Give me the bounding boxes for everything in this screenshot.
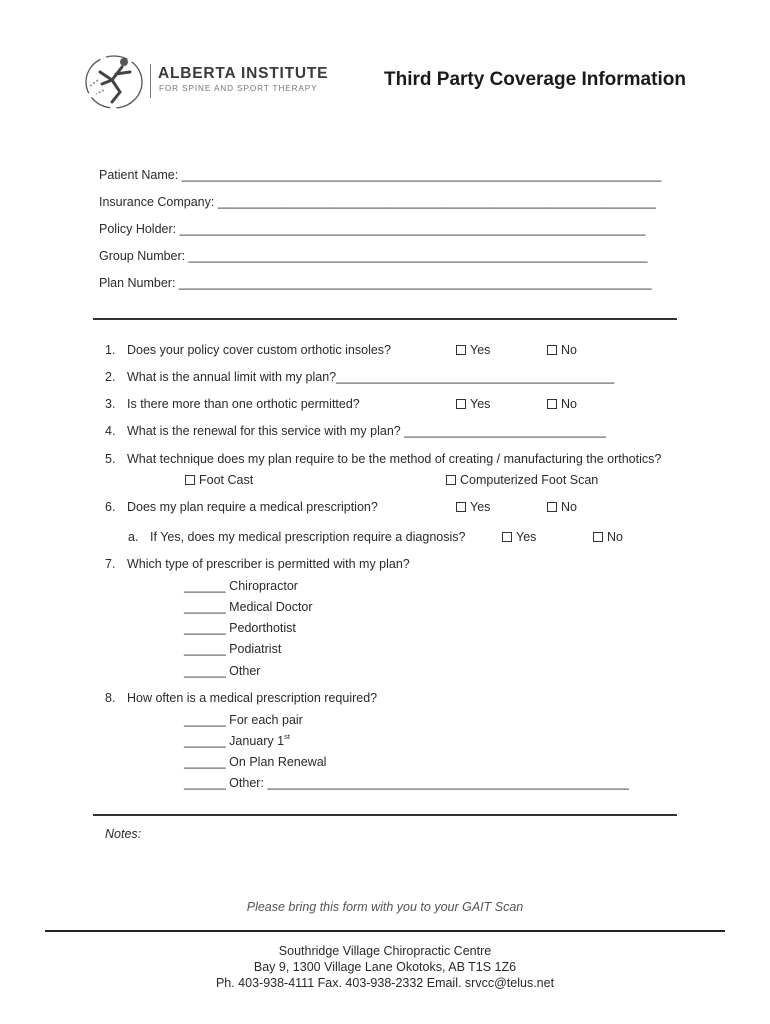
checkbox-icon	[593, 532, 603, 542]
field-label: Group Number:	[99, 249, 186, 263]
question-6-text: Does my plan require a medical prescription?	[127, 500, 378, 514]
field-line: ___________________________________________________________________	[179, 222, 646, 236]
q5-foot-cast-checkbox[interactable]	[185, 473, 253, 487]
yes-label: Yes	[516, 530, 537, 544]
footer-contact: Ph. 403-938-4111 Fax. 403-938-2332 Email. srvcc@telus.net	[215, 976, 555, 990]
question-8-text: How often is a medical prescription required?	[127, 691, 378, 705]
yes-label: Yes	[470, 500, 491, 514]
question-2-text[interactable]: What is the annual limit with my plan?________________________________________	[127, 370, 615, 384]
yes-label: Yes	[470, 343, 491, 357]
checkbox-icon	[185, 475, 195, 485]
q6-no-checkbox[interactable]	[547, 500, 577, 514]
no-label: No	[607, 530, 623, 544]
question-5-text: What technique does my plan require to be the method of creating / manufacturing the orthotics?	[127, 452, 662, 466]
no-label: No	[561, 500, 577, 514]
question-7-text: Which type of prescriber is permitted with my plan?	[127, 557, 410, 571]
no-label: No	[561, 343, 577, 357]
logo	[82, 50, 352, 112]
q3-yes-checkbox[interactable]	[456, 397, 490, 411]
frequency-option-plan-renewal[interactable]: ______ On Plan Renewal	[184, 755, 327, 769]
field-line: _______________________________________________________________	[217, 195, 656, 209]
q5-computerized-scan-checkbox[interactable]	[446, 473, 598, 487]
prescriber-option-chiropractor[interactable]: ______ Chiropractor	[184, 579, 298, 593]
frequency-option-other[interactable]: ______ Other: ____________________________________________________	[184, 776, 629, 790]
checkbox-icon	[456, 502, 466, 512]
field-label: Plan Number:	[99, 276, 176, 290]
checkbox-icon	[446, 475, 456, 485]
question-number: 1.	[105, 343, 116, 357]
q3-no-checkbox[interactable]	[547, 397, 577, 411]
insurance-company-field[interactable]	[99, 195, 656, 209]
question-number: 5.	[105, 452, 116, 466]
checkbox-icon	[547, 399, 557, 409]
prescriber-option-podiatrist[interactable]: ______ Podiatrist	[184, 642, 282, 656]
checkbox-icon	[502, 532, 512, 542]
plan-number-field[interactable]	[99, 276, 652, 290]
page-title: Third Party Coverage Information	[384, 69, 686, 90]
q1-no-checkbox[interactable]	[547, 343, 577, 357]
checkbox-icon	[456, 345, 466, 355]
field-label: Patient Name:	[99, 168, 179, 182]
question-number: 4.	[105, 424, 116, 438]
q1-yes-checkbox[interactable]	[456, 343, 490, 357]
option-label: Computerized Foot Scan	[460, 473, 599, 487]
field-label: Insurance Company:	[99, 195, 215, 209]
no-label: No	[561, 397, 577, 411]
notes-label: Notes:	[105, 827, 142, 841]
option-label: Foot Cast	[199, 473, 254, 487]
q6a-no-checkbox[interactable]	[593, 530, 623, 544]
yes-label: Yes	[470, 397, 491, 411]
q6a-yes-checkbox[interactable]	[502, 530, 536, 544]
runner-logo-icon	[82, 50, 150, 112]
frequency-option-each-pair[interactable]: ______ For each pair	[184, 713, 303, 727]
logo-divider	[150, 64, 151, 98]
footer-divider	[45, 930, 725, 932]
question-3-text: Is there more than one orthotic permitted?	[127, 397, 360, 411]
field-line: __________________________________________________________________	[188, 249, 648, 263]
field-label: Policy Holder:	[99, 222, 177, 236]
brand-name: ALBERTA INSTITUTE	[158, 65, 329, 82]
q6-yes-checkbox[interactable]	[456, 500, 490, 514]
ordinal-suffix: st	[284, 732, 290, 741]
question-number: 2.	[105, 370, 116, 384]
brand-tagline: FOR SPINE AND SPORT THERAPY	[159, 84, 318, 93]
question-number: 6.	[105, 500, 116, 514]
footer-address: Bay 9, 1300 Village Lane Okotoks, AB T1S 1Z6	[253, 960, 517, 974]
prescriber-option-other[interactable]: ______ Other	[184, 664, 261, 678]
question-number: 7.	[105, 557, 116, 571]
prescriber-option-medical-doctor[interactable]: ______ Medical Doctor	[184, 600, 313, 614]
checkbox-icon	[456, 399, 466, 409]
reminder-text: Please bring this form with you to your GAIT Scan	[246, 900, 524, 914]
checkbox-icon	[547, 345, 557, 355]
section-divider	[93, 814, 677, 816]
field-line: ____________________________________________________________________	[178, 276, 652, 290]
patient-name-field[interactable]	[99, 168, 661, 182]
prescriber-option-pedorthotist[interactable]: ______ Pedorthotist	[184, 621, 296, 635]
question-number: 3.	[105, 397, 116, 411]
policy-holder-field[interactable]	[99, 222, 645, 236]
frequency-option-january[interactable]	[184, 734, 290, 748]
section-divider	[93, 318, 677, 320]
option-label: ______ January 1	[184, 734, 285, 748]
checkbox-icon	[547, 502, 557, 512]
sub-question-letter: a.	[128, 530, 139, 544]
field-line: _____________________________________________________________________	[181, 168, 662, 182]
group-number-field[interactable]	[99, 249, 647, 263]
footer-clinic-name: Southridge Village Chiropractic Centre	[278, 944, 492, 958]
question-6a-text: If Yes, does my medical prescription require a diagnosis?	[150, 530, 466, 544]
question-number: 8.	[105, 691, 116, 705]
question-1-text: Does your policy cover custom orthotic insoles?	[127, 343, 392, 357]
question-4-text[interactable]: What is the renewal for this service with my plan? _____________________________	[127, 424, 606, 438]
